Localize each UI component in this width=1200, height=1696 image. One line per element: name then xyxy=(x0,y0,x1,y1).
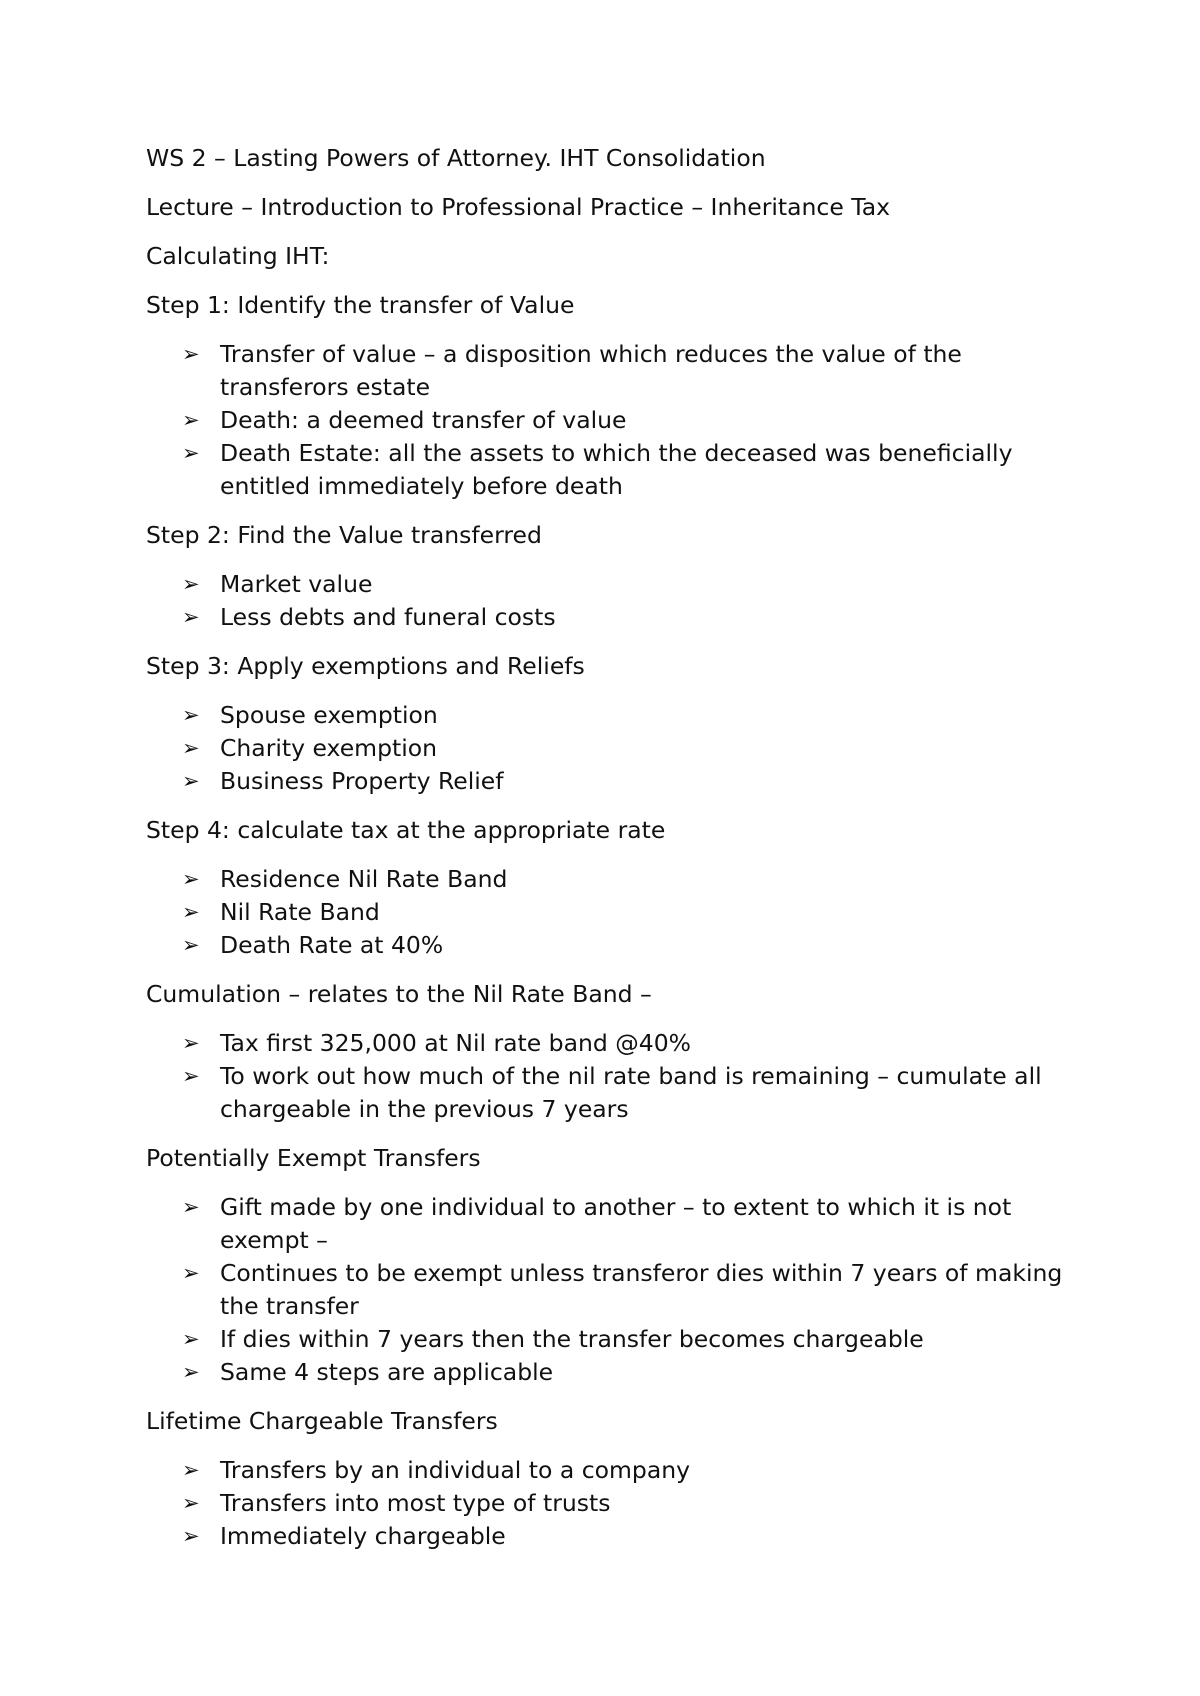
list-item-text: Immediately chargeable xyxy=(220,1522,506,1550)
list-item-text: Less debts and funeral costs xyxy=(220,603,556,631)
list-item xyxy=(146,1487,1066,1520)
section-title: Potentially Exempt Transfers xyxy=(146,1144,481,1172)
list-item-text: Transfer of value – a disposition which reduces the value of the transferors estate xyxy=(220,340,962,401)
list-item-text: Transfers by an individual to a company xyxy=(220,1456,691,1484)
list-item-text: Same 4 steps are applicable xyxy=(220,1358,554,1386)
list-item xyxy=(146,1520,1066,1553)
list-item xyxy=(146,1356,1066,1389)
arrow-bullet-icon: ➢ xyxy=(182,441,200,465)
arrow-bullet-icon: ➢ xyxy=(182,572,200,596)
arrow-bullet-icon: ➢ xyxy=(182,1327,200,1351)
list-item xyxy=(146,1257,1066,1323)
section-title: Step 4: calculate tax at the appropriate rate xyxy=(146,816,666,844)
bullet-list xyxy=(146,568,1066,634)
list-item-text: To work out how much of the nil rate band is remaining – cumulate all chargeable in the previous 7 years xyxy=(220,1062,1042,1123)
section-title: Step 2: Find the Value transferred xyxy=(146,521,542,549)
list-item xyxy=(146,896,1066,929)
list-item xyxy=(146,338,1066,404)
list-item-text: Spouse exemption xyxy=(220,701,438,729)
list-item xyxy=(146,1323,1066,1356)
list-item xyxy=(146,1060,1066,1126)
arrow-bullet-icon: ➢ xyxy=(182,1031,200,1055)
arrow-bullet-icon: ➢ xyxy=(182,867,200,891)
arrow-bullet-icon: ➢ xyxy=(182,736,200,760)
list-item xyxy=(146,699,1066,732)
list-item-text: Continues to be exempt unless transferor dies within 7 years of making the transfer xyxy=(220,1259,1063,1320)
list-item xyxy=(146,765,1066,798)
list-item xyxy=(146,404,1066,437)
section-title: Lifetime Chargeable Transfers xyxy=(146,1407,498,1435)
arrow-bullet-icon: ➢ xyxy=(182,769,200,793)
list-item-text: Death Estate: all the assets to which the deceased was beneficially entitled immediately before death xyxy=(220,439,1013,500)
sections-container xyxy=(146,289,1066,1553)
arrow-bullet-icon: ➢ xyxy=(182,1491,200,1515)
list-item xyxy=(146,929,1066,962)
subheading: Calculating IHT: xyxy=(146,242,330,270)
arrow-bullet-icon: ➢ xyxy=(182,1064,200,1088)
arrow-bullet-icon: ➢ xyxy=(182,605,200,629)
bullet-list xyxy=(146,1454,1066,1553)
section-title: Step 3: Apply exemptions and Reliefs xyxy=(146,652,585,680)
list-item xyxy=(146,568,1066,601)
list-item-text: Death Rate at 40% xyxy=(220,931,444,959)
arrow-bullet-icon: ➢ xyxy=(182,1360,200,1384)
arrow-bullet-icon: ➢ xyxy=(182,703,200,727)
list-item xyxy=(146,601,1066,634)
list-item-text: Charity exemption xyxy=(220,734,437,762)
arrow-bullet-icon: ➢ xyxy=(182,933,200,957)
list-item xyxy=(146,1454,1066,1487)
section-title: Step 1: Identify the transfer of Value xyxy=(146,291,575,319)
list-item xyxy=(146,437,1066,503)
arrow-bullet-icon: ➢ xyxy=(182,1524,200,1548)
arrow-bullet-icon: ➢ xyxy=(182,1458,200,1482)
document-heading: WS 2 – Lasting Powers of Attorney. IHT Consolidation xyxy=(146,144,766,172)
list-item-text: Tax first 325,000 at Nil rate band @40% xyxy=(220,1029,692,1057)
bullet-list xyxy=(146,1191,1066,1389)
list-item-text: If dies within 7 years then the transfer becomes chargeable xyxy=(220,1325,924,1353)
list-item xyxy=(146,1191,1066,1257)
lecture-title: Lecture – Introduction to Professional Practice – Inheritance Tax xyxy=(146,193,891,221)
bullet-list xyxy=(146,1027,1066,1126)
list-item-text: Death: a deemed transfer of value xyxy=(220,406,627,434)
bullet-list xyxy=(146,699,1066,798)
list-item-text: Residence Nil Rate Band xyxy=(220,865,508,893)
arrow-bullet-icon: ➢ xyxy=(182,1261,200,1285)
bullet-list xyxy=(146,863,1066,962)
list-item xyxy=(146,863,1066,896)
document-page xyxy=(146,142,1066,1569)
bullet-list xyxy=(146,338,1066,503)
arrow-bullet-icon: ➢ xyxy=(182,1195,200,1219)
section-title: Cumulation – relates to the Nil Rate Band – xyxy=(146,980,652,1008)
list-item-text: Transfers into most type of trusts xyxy=(220,1489,611,1517)
list-item-text: Market value xyxy=(220,570,373,598)
list-item-text: Gift made by one individual to another – to extent to which it is not exempt – xyxy=(220,1193,1012,1254)
list-item xyxy=(146,732,1066,765)
list-item-text: Business Property Relief xyxy=(220,767,504,795)
arrow-bullet-icon: ➢ xyxy=(182,342,200,366)
arrow-bullet-icon: ➢ xyxy=(182,900,200,924)
arrow-bullet-icon: ➢ xyxy=(182,408,200,432)
list-item xyxy=(146,1027,1066,1060)
list-item-text: Nil Rate Band xyxy=(220,898,380,926)
